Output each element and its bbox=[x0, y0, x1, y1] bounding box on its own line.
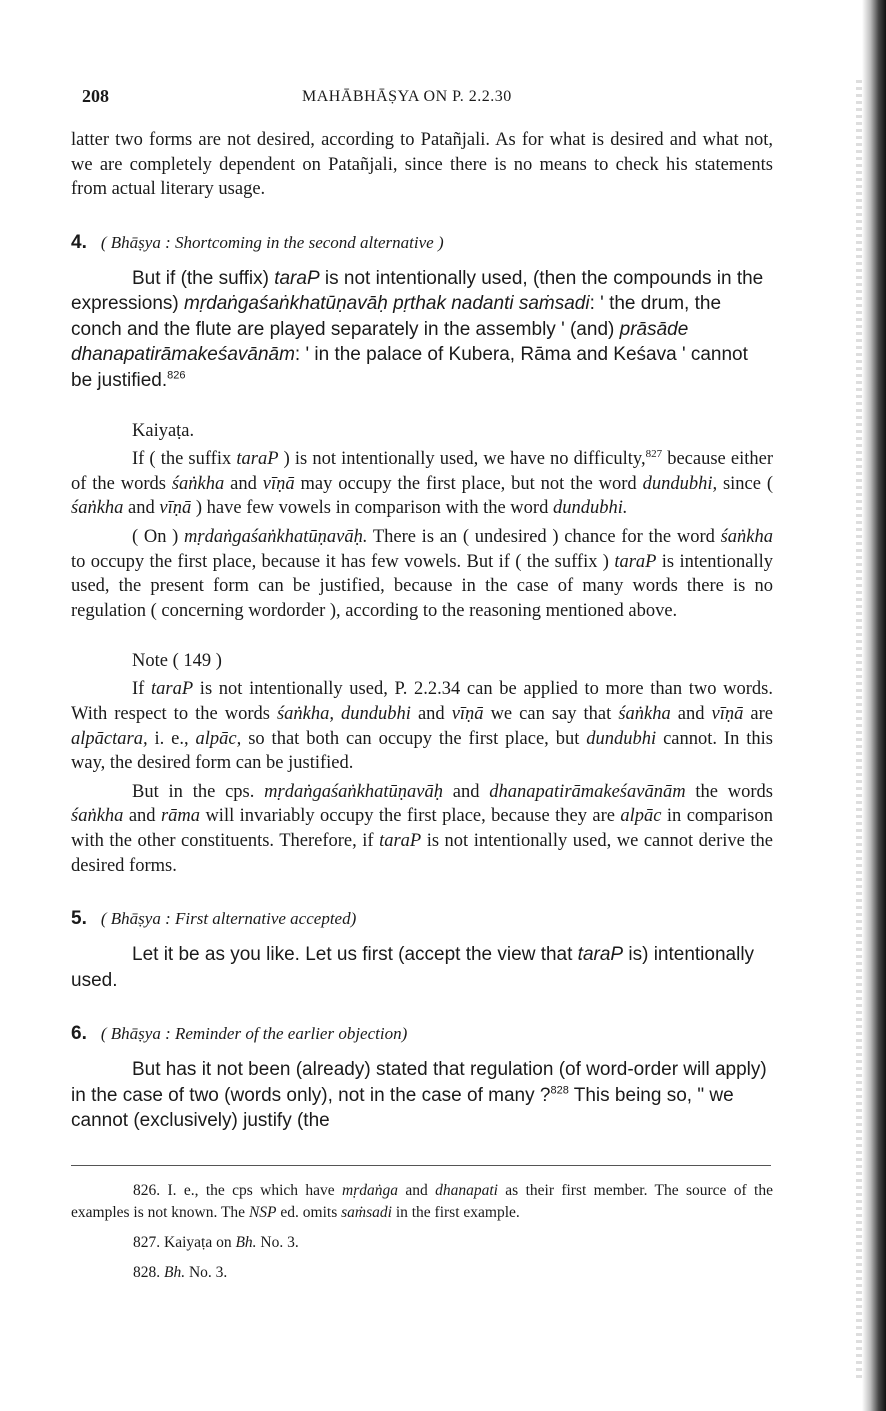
footnote-ref-828[interactable]: 828 bbox=[550, 1084, 569, 1097]
section-6-paragraph: But has it not been (already) stated that regulation (of word-order will apply) in the case of two (words only), not in the case of many ?$^{828}$ This being so, " we cannot (exclusively) justify (the bbox=[71, 1059, 767, 1132]
section-5-title: ( Bhāṣya : First alternative accepted) bbox=[100, 909, 357, 929]
main-text bbox=[71, 128, 773, 1134]
kaiyata-label: Kaiyaṭa. bbox=[132, 421, 195, 442]
section-6-number: 6. bbox=[71, 1023, 87, 1045]
section-4-heading bbox=[71, 232, 773, 254]
page-number: 208 bbox=[82, 86, 109, 106]
section-5-paragraph: Let it be as you like. Let us first (accept the view that taraP is) intentionally used. bbox=[71, 944, 755, 991]
note-paragraph-1: If taraP is not intentionally used, P. 2.2.34 can be applied to more than two words. With respect to the words śaṅkha, dundubhi and vīṇā we can say that śaṅkha and vīṇā are alpāctara, i. e., alpāc, so that both can occupy the first place, but dundubhi cannot. In this way, the desired form can be justified. bbox=[71, 679, 774, 774]
note-label: Note ( 149 ) bbox=[132, 651, 222, 672]
scanned-page-edge bbox=[862, 0, 886, 1411]
section-6-title: ( Bhāṣya : Reminder of the earlier objection) bbox=[100, 1024, 408, 1044]
footnote-divider bbox=[71, 1165, 771, 1166]
section-4-title: ( Bhāṣya : Shortcoming in the second alternative ) bbox=[100, 232, 444, 252]
footnotes bbox=[71, 1180, 773, 1284]
section-4-number: 4. bbox=[71, 231, 87, 253]
section-4-paragraph: But if (the suffix) taraP is not intentionally used, (then the compounds in the expressions) mṛdaṅgaśaṅkhatūṇavāḥ pṛthak nadanti saṁsadi: ' the drum, the conch and the flute are played separately in the assembly ' (and) prāsāde dhanapatirāmakeśavānām: ' in the palace of Kubera, Rāma and Keśava ' cannot be justified.$^{826}$ bbox=[71, 267, 764, 391]
section-5-number: 5. bbox=[71, 908, 87, 930]
footnote-828: 828. Bh. No. 3. bbox=[133, 1264, 228, 1281]
intro-paragraph: latter two forms are not desired, according to Patañjali. As for what is desired and what not, we are completely dependent on Patañjali, since there is no means to check his statements from actual literary usage. bbox=[71, 130, 773, 200]
footnote-ref-826[interactable]: 826 bbox=[167, 369, 186, 382]
kaiyata-paragraph-2: ( On ) mṛdaṅgaśaṅkhatūṇavāḥ. There is an ( undesired ) chance for the word śaṅkha to occupy the first place, because it has few vowels. But if ( the suffix ) taraP is intentionally used, the present form can be justified, because in the case of many words there is no regulation ( concerning wordorder ), according to the reasoning mentioned above. bbox=[71, 527, 773, 621]
section-5-heading bbox=[71, 908, 773, 930]
section-6-heading bbox=[71, 1023, 773, 1045]
footnote-ref-827[interactable]: 827 bbox=[645, 448, 663, 461]
note-paragraph-2: But in the cps. mṛdaṅgaśaṅkhatūṇavāḥ and dhanapatirāmakeśavānām the words śaṅkha and rāma will invariably occupy the first place, because they are alpāc in comparison with the other constituents. Therefore, if taraP is not intentionally used, we cannot derive the desired forms. bbox=[71, 781, 774, 876]
running-head: MAHĀBHĀṢYA ON P. 2.2.30 bbox=[302, 88, 512, 105]
kaiyata-paragraph-1: If ( the suffix taraP ) is not intentionally used, we have no difficulty,$^{827}$ because either of the words śaṅkha and vīṇā may occupy the first place, but not the word dundubhi, since ( śaṅkha and vīṇā ) have few vowels in comparison with the word dundubhi. bbox=[71, 448, 773, 519]
footnote-826: 826. I. e., the cps which have mṛdaṅga and dhanapati as their first member. The source of the examples is not known. The NSP ed. omits saṁsadi in the first example. bbox=[71, 1182, 773, 1221]
footnote-827: 827. Kaiyaṭa on Bh. No. 3. bbox=[133, 1234, 299, 1251]
scanned-page-edge-noise bbox=[856, 80, 862, 1380]
page-header bbox=[0, 86, 886, 110]
